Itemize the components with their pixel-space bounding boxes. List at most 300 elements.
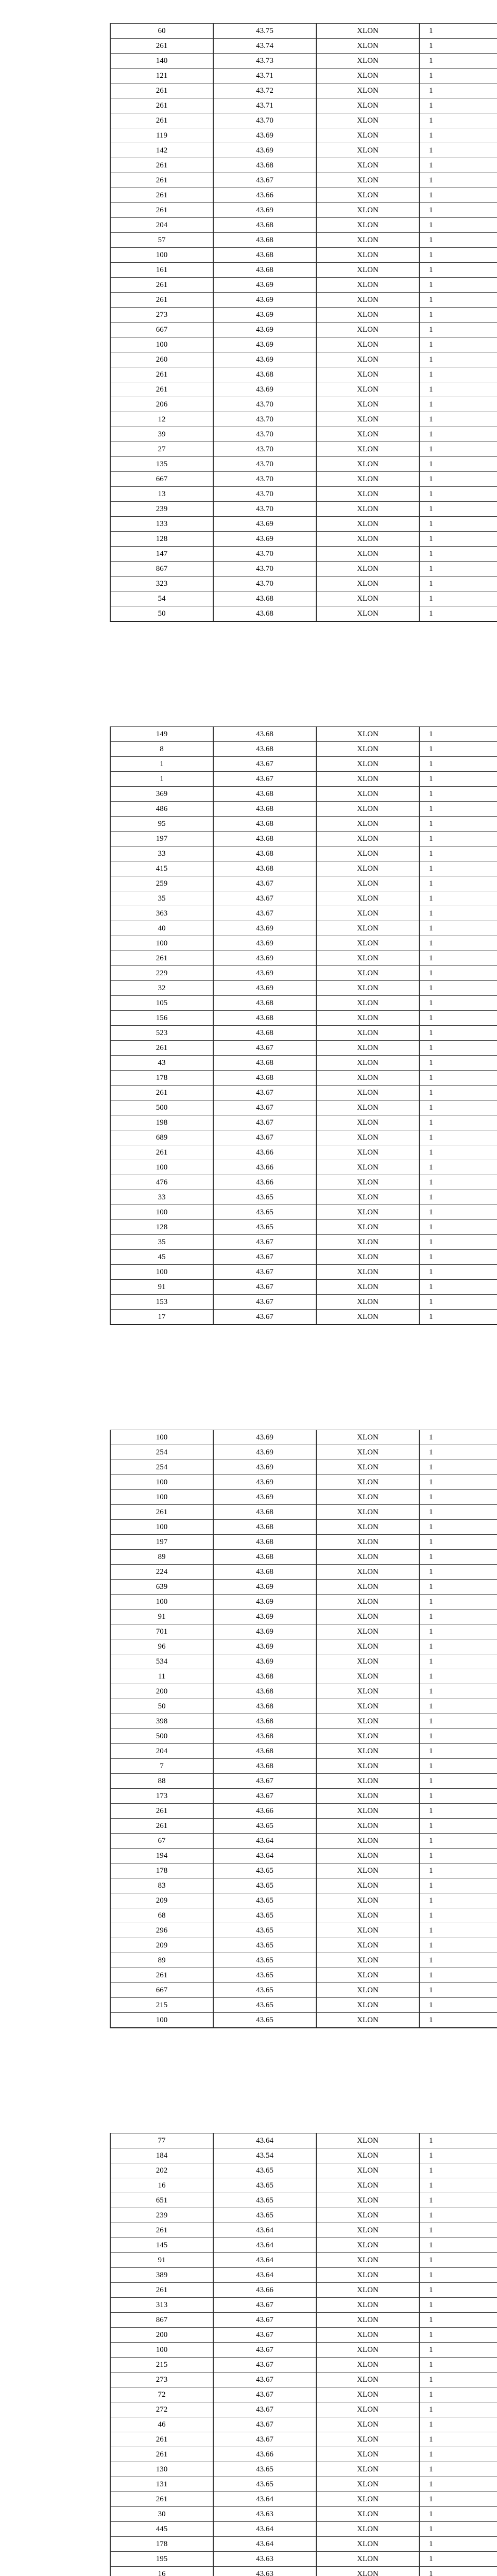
currency-cell: 1 (419, 1235, 497, 1250)
volume-cell: 445 (110, 2522, 213, 2537)
table-row (110, 367, 497, 382)
price-cell: 43.68 (213, 1684, 316, 1699)
table-row (110, 2417, 497, 2432)
volume-cell: 100 (110, 1520, 213, 1535)
venue-cell: XLON (316, 2492, 419, 2507)
volume-cell: 254 (110, 1460, 213, 1475)
price-cell: 43.65 (213, 2208, 316, 2223)
price-cell: 43.67 (213, 876, 316, 891)
currency-cell: 1 (419, 24, 497, 39)
volume-cell: 215 (110, 2358, 213, 2372)
price-cell: 43.69 (213, 382, 316, 397)
volume-cell: 206 (110, 397, 213, 412)
venue-cell: XLON (316, 472, 419, 487)
volume-cell: 100 (110, 1595, 213, 1609)
currency-cell: 1 (419, 2552, 497, 2567)
volume-cell: 57 (110, 233, 213, 248)
volume-cell: 197 (110, 832, 213, 846)
volume-cell: 46 (110, 2417, 213, 2432)
volume-cell: 261 (110, 2492, 213, 2507)
volume-cell: 701 (110, 1624, 213, 1639)
price-cell: 43.65 (213, 1819, 316, 1834)
volume-cell: 261 (110, 83, 213, 98)
price-cell: 43.68 (213, 158, 316, 173)
price-cell: 43.67 (213, 2298, 316, 2313)
venue-cell: XLON (316, 83, 419, 98)
table-row (110, 457, 497, 472)
table-row (110, 891, 497, 906)
price-cell: 43.68 (213, 1520, 316, 1535)
volume-cell: 534 (110, 1654, 213, 1669)
price-cell: 43.68 (213, 1011, 316, 1026)
volume-cell: 100 (110, 1265, 213, 1280)
price-cell: 43.67 (213, 772, 316, 787)
venue-cell: XLON (316, 787, 419, 802)
table-row (110, 2343, 497, 2358)
currency-cell: 1 (419, 606, 497, 622)
volume-cell: 39 (110, 427, 213, 442)
price-cell: 43.69 (213, 203, 316, 218)
venue-cell: XLON (316, 966, 419, 981)
price-cell: 43.69 (213, 517, 316, 532)
price-cell: 43.68 (213, 1550, 316, 1565)
venue-cell: XLON (316, 1699, 419, 1714)
table-row (110, 143, 497, 158)
currency-cell: 1 (419, 188, 497, 203)
volume-cell: 83 (110, 1878, 213, 1893)
volume-cell: 100 (110, 1205, 213, 1220)
table-row (110, 1609, 497, 1624)
volume-cell: 313 (110, 2298, 213, 2313)
table-row (110, 2567, 497, 2576)
venue-cell: XLON (316, 203, 419, 218)
venue-cell: XLON (316, 802, 419, 817)
currency-cell: 1 (419, 1071, 497, 1086)
table-row (110, 742, 497, 757)
volume-cell: 363 (110, 906, 213, 921)
price-cell: 43.68 (213, 727, 316, 742)
table-row (110, 1878, 497, 1893)
venue-cell: XLON (316, 2522, 419, 2537)
currency-cell: 1 (419, 2208, 497, 2223)
volume-cell: 261 (110, 39, 213, 54)
volume-cell: 197 (110, 1535, 213, 1550)
table-row (110, 1714, 497, 1729)
volume-cell: 121 (110, 69, 213, 83)
volume-cell: 195 (110, 2552, 213, 2567)
venue-cell: XLON (316, 1789, 419, 1804)
venue-cell: XLON (316, 1744, 419, 1759)
price-cell: 43.68 (213, 367, 316, 382)
table-row (110, 2208, 497, 2223)
price-cell: 43.66 (213, 1175, 316, 1190)
price-cell: 43.75 (213, 24, 316, 39)
venue-cell: XLON (316, 1729, 419, 1744)
volume-cell: 27 (110, 442, 213, 457)
price-cell: 43.63 (213, 2507, 316, 2522)
venue-cell: XLON (316, 1639, 419, 1654)
table-row (110, 1145, 497, 1160)
currency-cell: 1 (419, 263, 497, 278)
price-cell: 43.68 (213, 861, 316, 876)
table-row (110, 1804, 497, 1819)
venue-cell: XLON (316, 412, 419, 427)
venue-cell: XLON (316, 98, 419, 113)
table-row (110, 2328, 497, 2343)
volume-cell: 89 (110, 1953, 213, 1968)
volume-cell: 50 (110, 1699, 213, 1714)
price-cell: 43.70 (213, 472, 316, 487)
venue-cell: XLON (316, 1893, 419, 1908)
currency-cell: 1 (419, 1878, 497, 1893)
currency-cell: 1 (419, 2148, 497, 2163)
price-cell: 43.67 (213, 1100, 316, 1115)
price-cell: 43.68 (213, 1056, 316, 1071)
table-row (110, 547, 497, 562)
price-cell: 43.64 (213, 2253, 316, 2268)
venue-cell: XLON (316, 1071, 419, 1086)
currency-cell: 1 (419, 891, 497, 906)
table-row (110, 1669, 497, 1684)
venue-cell: XLON (316, 2163, 419, 2178)
volume-cell: 178 (110, 1863, 213, 1878)
currency-cell: 1 (419, 98, 497, 113)
venue-cell: XLON (316, 2402, 419, 2417)
currency-cell: 1 (419, 2537, 497, 2552)
price-cell: 43.69 (213, 532, 316, 547)
venue-cell: XLON (316, 1220, 419, 1235)
table-row (110, 1699, 497, 1714)
venue-cell: XLON (316, 1175, 419, 1190)
price-cell: 43.69 (213, 1490, 316, 1505)
venue-cell: XLON (316, 832, 419, 846)
table-row (110, 278, 497, 293)
venue-cell: XLON (316, 2013, 419, 2028)
venue-cell: XLON (316, 1295, 419, 1310)
volume-cell: 651 (110, 2193, 213, 2208)
price-cell: 43.68 (213, 832, 316, 846)
venue-cell: XLON (316, 1595, 419, 1609)
venue-cell: XLON (316, 2238, 419, 2253)
currency-cell: 1 (419, 1595, 497, 1609)
table-row (110, 1430, 497, 1445)
price-cell: 43.70 (213, 412, 316, 427)
table-row (110, 1026, 497, 1041)
venue-cell: XLON (316, 1086, 419, 1100)
currency-cell: 1 (419, 442, 497, 457)
price-cell: 43.65 (213, 2178, 316, 2193)
currency-cell: 1 (419, 2358, 497, 2372)
currency-cell: 1 (419, 158, 497, 173)
venue-cell: XLON (316, 1310, 419, 1325)
price-cell: 43.66 (213, 1160, 316, 1175)
currency-cell: 1 (419, 936, 497, 951)
table-row (110, 1624, 497, 1639)
volume-cell: 91 (110, 1280, 213, 1295)
venue-cell: XLON (316, 1235, 419, 1250)
venue-cell: XLON (316, 54, 419, 69)
venue-cell: XLON (316, 1804, 419, 1819)
price-cell: 43.68 (213, 1071, 316, 1086)
price-cell: 43.68 (213, 1669, 316, 1684)
volume-cell: 128 (110, 1220, 213, 1235)
price-cell: 43.67 (213, 173, 316, 188)
table-row (110, 1789, 497, 1804)
venue-cell: XLON (316, 2313, 419, 2328)
table-row (110, 1684, 497, 1699)
currency-cell: 1 (419, 2298, 497, 2313)
venue-cell: XLON (316, 1145, 419, 1160)
volume-cell: 261 (110, 293, 213, 308)
volume-cell: 261 (110, 1968, 213, 1983)
venue-cell: XLON (316, 577, 419, 591)
venue-cell: XLON (316, 562, 419, 577)
price-cell: 43.64 (213, 2537, 316, 2552)
price-cell: 43.69 (213, 1624, 316, 1639)
volume-cell: 135 (110, 457, 213, 472)
venue-cell: XLON (316, 1056, 419, 1071)
venue-cell: XLON (316, 248, 419, 263)
table-row (110, 158, 497, 173)
volume-cell: 398 (110, 1714, 213, 1729)
volume-cell: 35 (110, 1235, 213, 1250)
currency-cell: 1 (419, 457, 497, 472)
currency-cell: 1 (419, 2343, 497, 2358)
price-cell: 43.65 (213, 1863, 316, 1878)
table-row (110, 2193, 497, 2208)
venue-cell: XLON (316, 323, 419, 337)
currency-cell: 1 (419, 772, 497, 787)
currency-cell: 1 (419, 1998, 497, 2013)
volume-cell: 202 (110, 2163, 213, 2178)
table-row (110, 293, 497, 308)
currency-cell: 1 (419, 1699, 497, 1714)
price-cell: 43.67 (213, 1235, 316, 1250)
table-row (110, 817, 497, 832)
volume-cell: 209 (110, 1938, 213, 1953)
volume-cell: 100 (110, 1490, 213, 1505)
volume-cell: 91 (110, 2253, 213, 2268)
table-row (110, 502, 497, 517)
price-cell: 43.64 (213, 1834, 316, 1849)
table-row (110, 113, 497, 128)
table-row (110, 996, 497, 1011)
currency-cell: 1 (419, 787, 497, 802)
volume-cell: 667 (110, 472, 213, 487)
venue-cell: XLON (316, 921, 419, 936)
table-row (110, 1759, 497, 1774)
price-cell: 43.68 (213, 263, 316, 278)
price-cell: 43.68 (213, 787, 316, 802)
document-page (0, 0, 497, 703)
currency-cell: 1 (419, 1041, 497, 1056)
venue-cell: XLON (316, 591, 419, 606)
table-row (110, 1445, 497, 1460)
venue-cell: XLON (316, 1205, 419, 1220)
table-row (110, 1923, 497, 1938)
volume-cell: 215 (110, 1998, 213, 2013)
venue-cell: XLON (316, 2223, 419, 2238)
price-cell: 43.63 (213, 2567, 316, 2576)
currency-cell: 1 (419, 83, 497, 98)
table-row (110, 2507, 497, 2522)
table-row (110, 1953, 497, 1968)
price-cell: 43.67 (213, 2417, 316, 2432)
currency-cell: 1 (419, 1086, 497, 1100)
currency-cell: 1 (419, 173, 497, 188)
currency-cell: 1 (419, 1983, 497, 1998)
currency-cell: 1 (419, 802, 497, 817)
currency-cell: 1 (419, 2283, 497, 2298)
venue-cell: XLON (316, 427, 419, 442)
venue-cell: XLON (316, 2343, 419, 2358)
venue-cell: XLON (316, 547, 419, 562)
currency-cell: 1 (419, 278, 497, 293)
table-row (110, 532, 497, 547)
venue-cell: XLON (316, 1863, 419, 1878)
currency-cell: 1 (419, 577, 497, 591)
table-row (110, 2238, 497, 2253)
price-cell: 43.70 (213, 427, 316, 442)
currency-cell: 1 (419, 1310, 497, 1325)
volume-cell: 261 (110, 98, 213, 113)
price-cell: 43.67 (213, 2343, 316, 2358)
price-cell: 43.68 (213, 742, 316, 757)
table-row (110, 1265, 497, 1280)
table-row (110, 577, 497, 591)
currency-cell: 1 (419, 2178, 497, 2193)
price-cell: 43.69 (213, 1609, 316, 1624)
volume-cell: 261 (110, 2283, 213, 2298)
table-row (110, 981, 497, 996)
venue-cell: XLON (316, 2253, 419, 2268)
price-cell: 43.68 (213, 1729, 316, 1744)
table-row (110, 233, 497, 248)
venue-cell: XLON (316, 2208, 419, 2223)
currency-cell: 1 (419, 1744, 497, 1759)
volume-cell: 667 (110, 1983, 213, 1998)
currency-cell: 1 (419, 1565, 497, 1580)
price-cell: 43.69 (213, 921, 316, 936)
venue-cell: XLON (316, 382, 419, 397)
table-row (110, 1729, 497, 1744)
volume-cell: 105 (110, 996, 213, 1011)
price-cell: 43.69 (213, 1460, 316, 1475)
currency-cell: 1 (419, 1759, 497, 1774)
currency-cell: 1 (419, 742, 497, 757)
venue-cell: XLON (316, 1983, 419, 1998)
venue-cell: XLON (316, 1445, 419, 1460)
venue-cell: XLON (316, 158, 419, 173)
venue-cell: XLON (316, 1580, 419, 1595)
price-cell: 43.65 (213, 1908, 316, 1923)
price-cell: 43.64 (213, 2522, 316, 2537)
table-row (110, 83, 497, 98)
price-cell: 43.68 (213, 591, 316, 606)
currency-cell: 1 (419, 1953, 497, 1968)
trade-table (110, 2133, 497, 2576)
volume-cell: 261 (110, 113, 213, 128)
venue-cell: XLON (316, 1160, 419, 1175)
volume-cell: 239 (110, 2208, 213, 2223)
volume-cell: 272 (110, 2402, 213, 2417)
price-cell: 43.68 (213, 1565, 316, 1580)
price-cell: 43.69 (213, 278, 316, 293)
price-cell: 43.66 (213, 2447, 316, 2462)
venue-cell: XLON (316, 2298, 419, 2313)
venue-cell: XLON (316, 1774, 419, 1789)
table-row (110, 54, 497, 69)
currency-cell: 1 (419, 1669, 497, 1684)
table-row (110, 308, 497, 323)
currency-cell: 1 (419, 1535, 497, 1550)
volume-cell: 261 (110, 1086, 213, 1100)
currency-cell: 1 (419, 1938, 497, 1953)
price-cell: 43.70 (213, 547, 316, 562)
price-cell: 43.65 (213, 2477, 316, 2492)
currency-cell: 1 (419, 1684, 497, 1699)
volume-cell: 500 (110, 1729, 213, 1744)
currency-cell: 1 (419, 1863, 497, 1878)
venue-cell: XLON (316, 1100, 419, 1115)
price-cell: 43.67 (213, 906, 316, 921)
price-cell: 43.69 (213, 337, 316, 352)
currency-cell: 1 (419, 1834, 497, 1849)
price-cell: 43.65 (213, 1998, 316, 2013)
price-cell: 43.70 (213, 397, 316, 412)
table-row (110, 876, 497, 891)
volume-cell: 145 (110, 2238, 213, 2253)
venue-cell: XLON (316, 442, 419, 457)
price-cell: 43.54 (213, 2148, 316, 2163)
price-cell: 43.68 (213, 846, 316, 861)
table-row (110, 1100, 497, 1115)
venue-cell: XLON (316, 2417, 419, 2432)
table-row (110, 1863, 497, 1878)
price-cell: 43.66 (213, 1145, 316, 1160)
table-row (110, 1565, 497, 1580)
currency-cell: 1 (419, 1624, 497, 1639)
currency-cell: 1 (419, 1475, 497, 1490)
volume-cell: 486 (110, 802, 213, 817)
currency-cell: 1 (419, 846, 497, 861)
venue-cell: XLON (316, 1834, 419, 1849)
venue-cell: XLON (316, 1849, 419, 1863)
venue-cell: XLON (316, 951, 419, 966)
table-row (110, 472, 497, 487)
venue-cell: XLON (316, 1505, 419, 1520)
price-cell: 43.64 (213, 1849, 316, 1863)
volume-cell: 119 (110, 128, 213, 143)
price-cell: 43.67 (213, 2328, 316, 2343)
volume-cell: 224 (110, 1565, 213, 1580)
currency-cell: 1 (419, 1026, 497, 1041)
table-row (110, 966, 497, 981)
currency-cell: 1 (419, 1175, 497, 1190)
currency-cell: 1 (419, 1430, 497, 1445)
table-row (110, 442, 497, 457)
currency-cell: 1 (419, 2268, 497, 2283)
price-cell: 43.64 (213, 2268, 316, 2283)
currency-cell: 1 (419, 1714, 497, 1729)
price-cell: 43.67 (213, 2313, 316, 2328)
venue-cell: XLON (316, 457, 419, 472)
price-cell: 43.68 (213, 1714, 316, 1729)
currency-cell: 1 (419, 966, 497, 981)
venue-cell: XLON (316, 2507, 419, 2522)
volume-cell: 389 (110, 2268, 213, 2283)
table-row (110, 188, 497, 203)
